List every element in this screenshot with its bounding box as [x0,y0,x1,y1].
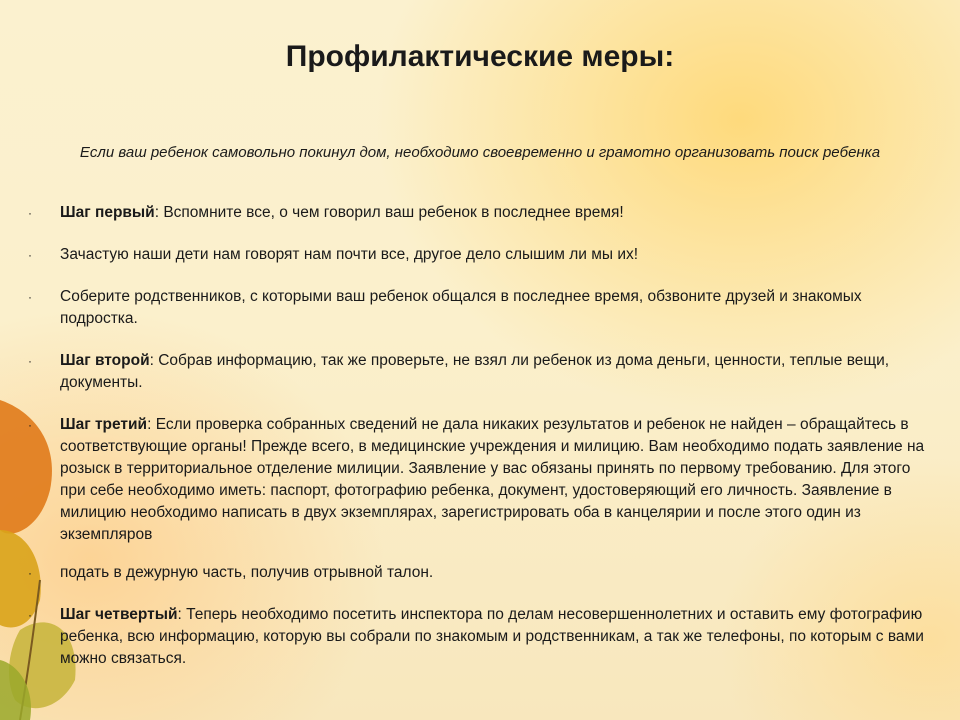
step-label: Шаг первый [60,204,155,221]
list-item [28,350,928,394]
bullet-icon: · [28,566,32,580]
page-title: Профилактические меры: [285,40,675,73]
step-sep: : [177,606,182,623]
list-item [28,202,928,224]
bullet-icon: · [28,248,32,262]
step-sep: : [149,352,154,369]
list-item [28,414,928,546]
list-item [28,244,928,266]
step-text: Собрав информацию, так же проверьте, не взял ли ребенок из дома деньги, ценности, теплые вещи, документы. [60,352,890,391]
step-text: Теперь необходимо посетить инспектора по делам несовершеннолетних и оставить ему фотографию ребенка, всю информацию, которую вы собрали по знакомым и родственникам, а так же телефоны, по которым с вами можно связаться. [60,606,924,667]
bullet-icon: · [28,608,32,622]
steps-list [28,202,928,690]
bullet-icon: · [28,354,32,368]
step-label: Шаг второй [60,352,150,369]
bullet-icon: · [28,418,32,432]
list-item [28,286,928,330]
step-text: Соберите родственников, с которыми ваш ребенок общался в последнее время, обзвоните друзей и знакомых подростка. [60,288,862,327]
step-text: Если проверка собранных сведений не дала никаких результатов и ребенок не найден – обращайтесь в соответствующие органы! Прежде всего, в медицинские учреждения и милицию. Вам необходимо подать заявление на розыск в территориальное отделение милиции. Заявление у вас обязаны принять по первому требованию. Для этого при себе необходимо иметь: паспорт, фотографию ребенка, документ, удостоверяющий его личность. Заявление в милицию необходимо написать в двух экземплярах, зарегистрировать оба в канцелярии и после этого один из экземпляров [60,416,925,543]
step-label: Шаг третий [60,416,148,433]
step-text: подать в дежурную часть, получив отрывной талон. [60,564,434,581]
step-text: Вспомните все, о чем говорил ваш ребенок в последнее время! [159,204,624,221]
list-item [28,562,928,584]
step-text: Зачастую наши дети нам говорят нам почти все, другое дело слышим ли мы их! [60,246,639,263]
step-label: Шаг четвертый [60,606,178,623]
step-sep: : [147,416,152,433]
step-sep: : [154,204,160,221]
bullet-icon: · [28,206,32,220]
bullet-icon: · [28,290,32,304]
intro-text: Если ваш ребенок самовольно покинул дом, необходимо своевременно и грамотно организовать поиск ребенка [79,144,881,161]
list-item [28,604,928,670]
